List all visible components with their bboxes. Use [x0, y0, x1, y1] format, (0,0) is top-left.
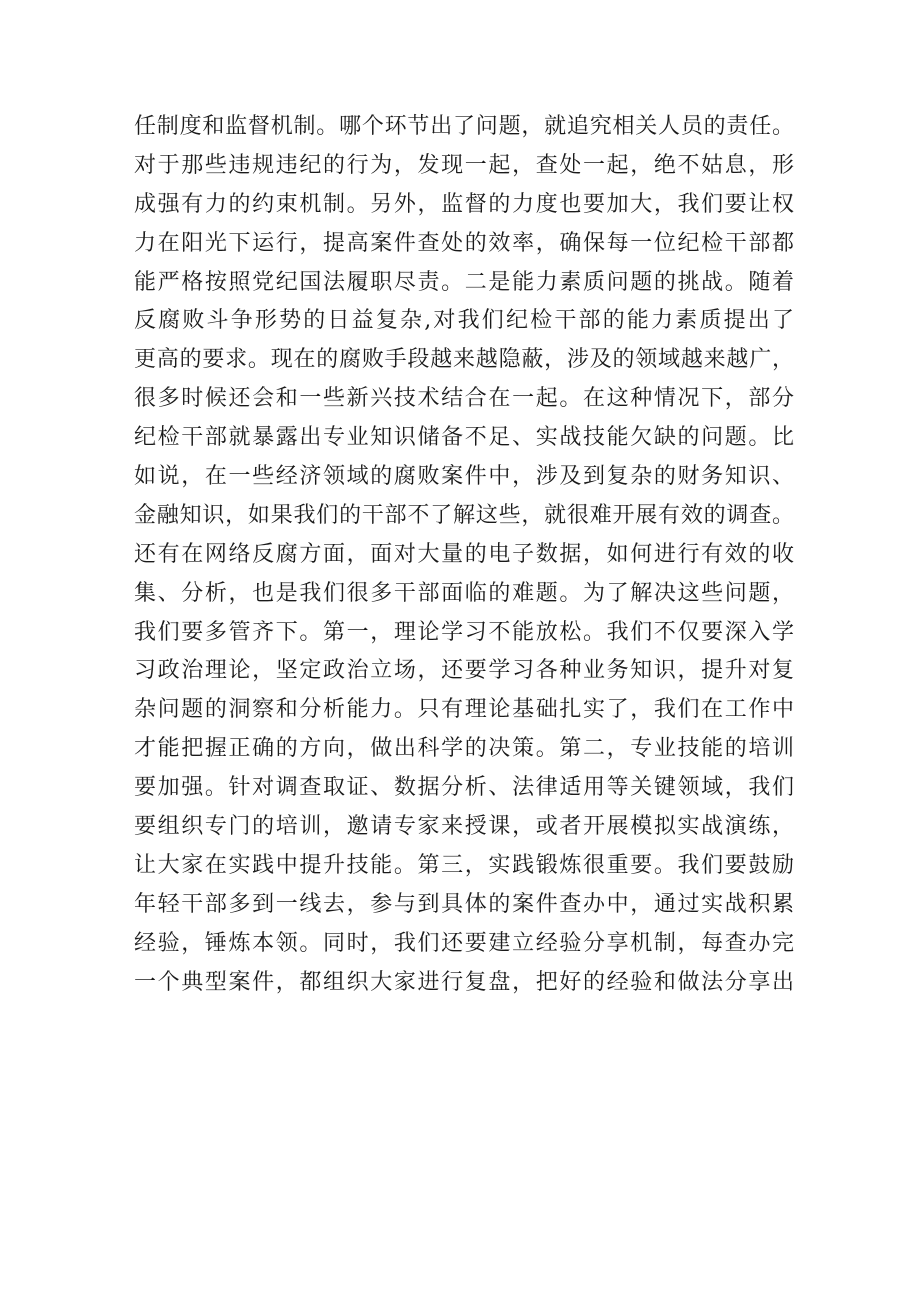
text-line: 才能把握正确的方向，做出科学的决策。第二，专业技能的培训 — [134, 736, 794, 762]
text-line: 我们要多管齐下。第一，理论学习不能放松。我们不仅要深入学 — [134, 619, 794, 645]
body-text — [134, 108, 794, 1002]
text-line: 纪检干部就暴露出专业知识储备不足、实战技能欠缺的问题。比 — [134, 425, 794, 451]
text-line: 能严格按照党纪国法履职尽责。二是能力素质问题的挑战。随着 — [134, 269, 794, 295]
text-line: 让大家在实践中提升技能。第三，实践锻炼很重要。我们要鼓励 — [134, 852, 794, 878]
text-line: 成强有力的约束机制。另外，监督的力度也要加大，我们要让权 — [134, 191, 794, 217]
text-line: 金融知识，如果我们的干部不了解这些，就很难开展有效的调查。 — [134, 502, 794, 528]
text-line: 习政治理论，坚定政治立场，还要学习各种业务知识，提升对复 — [134, 658, 794, 684]
text-line: 很多时候还会和一些新兴技术结合在一起。在这种情况下，部分 — [134, 386, 794, 412]
text-line: 杂问题的洞察和分析能力。只有理论基础扎实了，我们在工作中 — [134, 697, 794, 723]
text-line: 更高的要求。现在的腐败手段越来越隐蔽，涉及的领域越来越广， — [134, 347, 794, 373]
text-line: 反腐败斗争形势的日益复杂,对我们纪检干部的能力素质提出了 — [134, 308, 794, 334]
text-line: 经验，锤炼本领。同时，我们还要建立经验分享机制，每查办完 — [134, 930, 794, 956]
text-line: 一个典型案件，都组织大家进行复盘，把好的经验和做法分享出 — [134, 969, 794, 995]
text-line: 任制度和监督机制。哪个环节出了问题，就追究相关人员的责任。 — [134, 114, 794, 139]
text-line: 要加强。针对调查取证、数据分析、法律适用等关键领域，我们 — [134, 775, 794, 801]
text-line: 要组织专门的培训，邀请专家来授课，或者开展模拟实战演练， — [134, 814, 794, 840]
text-line: 还有在网络反腐方面，面对大量的电子数据，如何进行有效的收 — [134, 541, 794, 567]
text-line: 对于那些违规违纪的行为，发现一起，查处一起，绝不姑息，形 — [134, 152, 794, 178]
text-line: 集、分析，也是我们很多干部面临的难题。为了解决这些问题， — [134, 580, 794, 606]
text-line: 如说，在一些经济领域的腐败案件中，涉及到复杂的财务知识、 — [134, 464, 794, 490]
text-line: 年轻干部多到一线去，参与到具体的案件查办中，通过实战积累 — [134, 891, 794, 917]
text-line: 力在阳光下运行，提高案件查处的效率，确保每一位纪检干部都 — [134, 230, 794, 256]
